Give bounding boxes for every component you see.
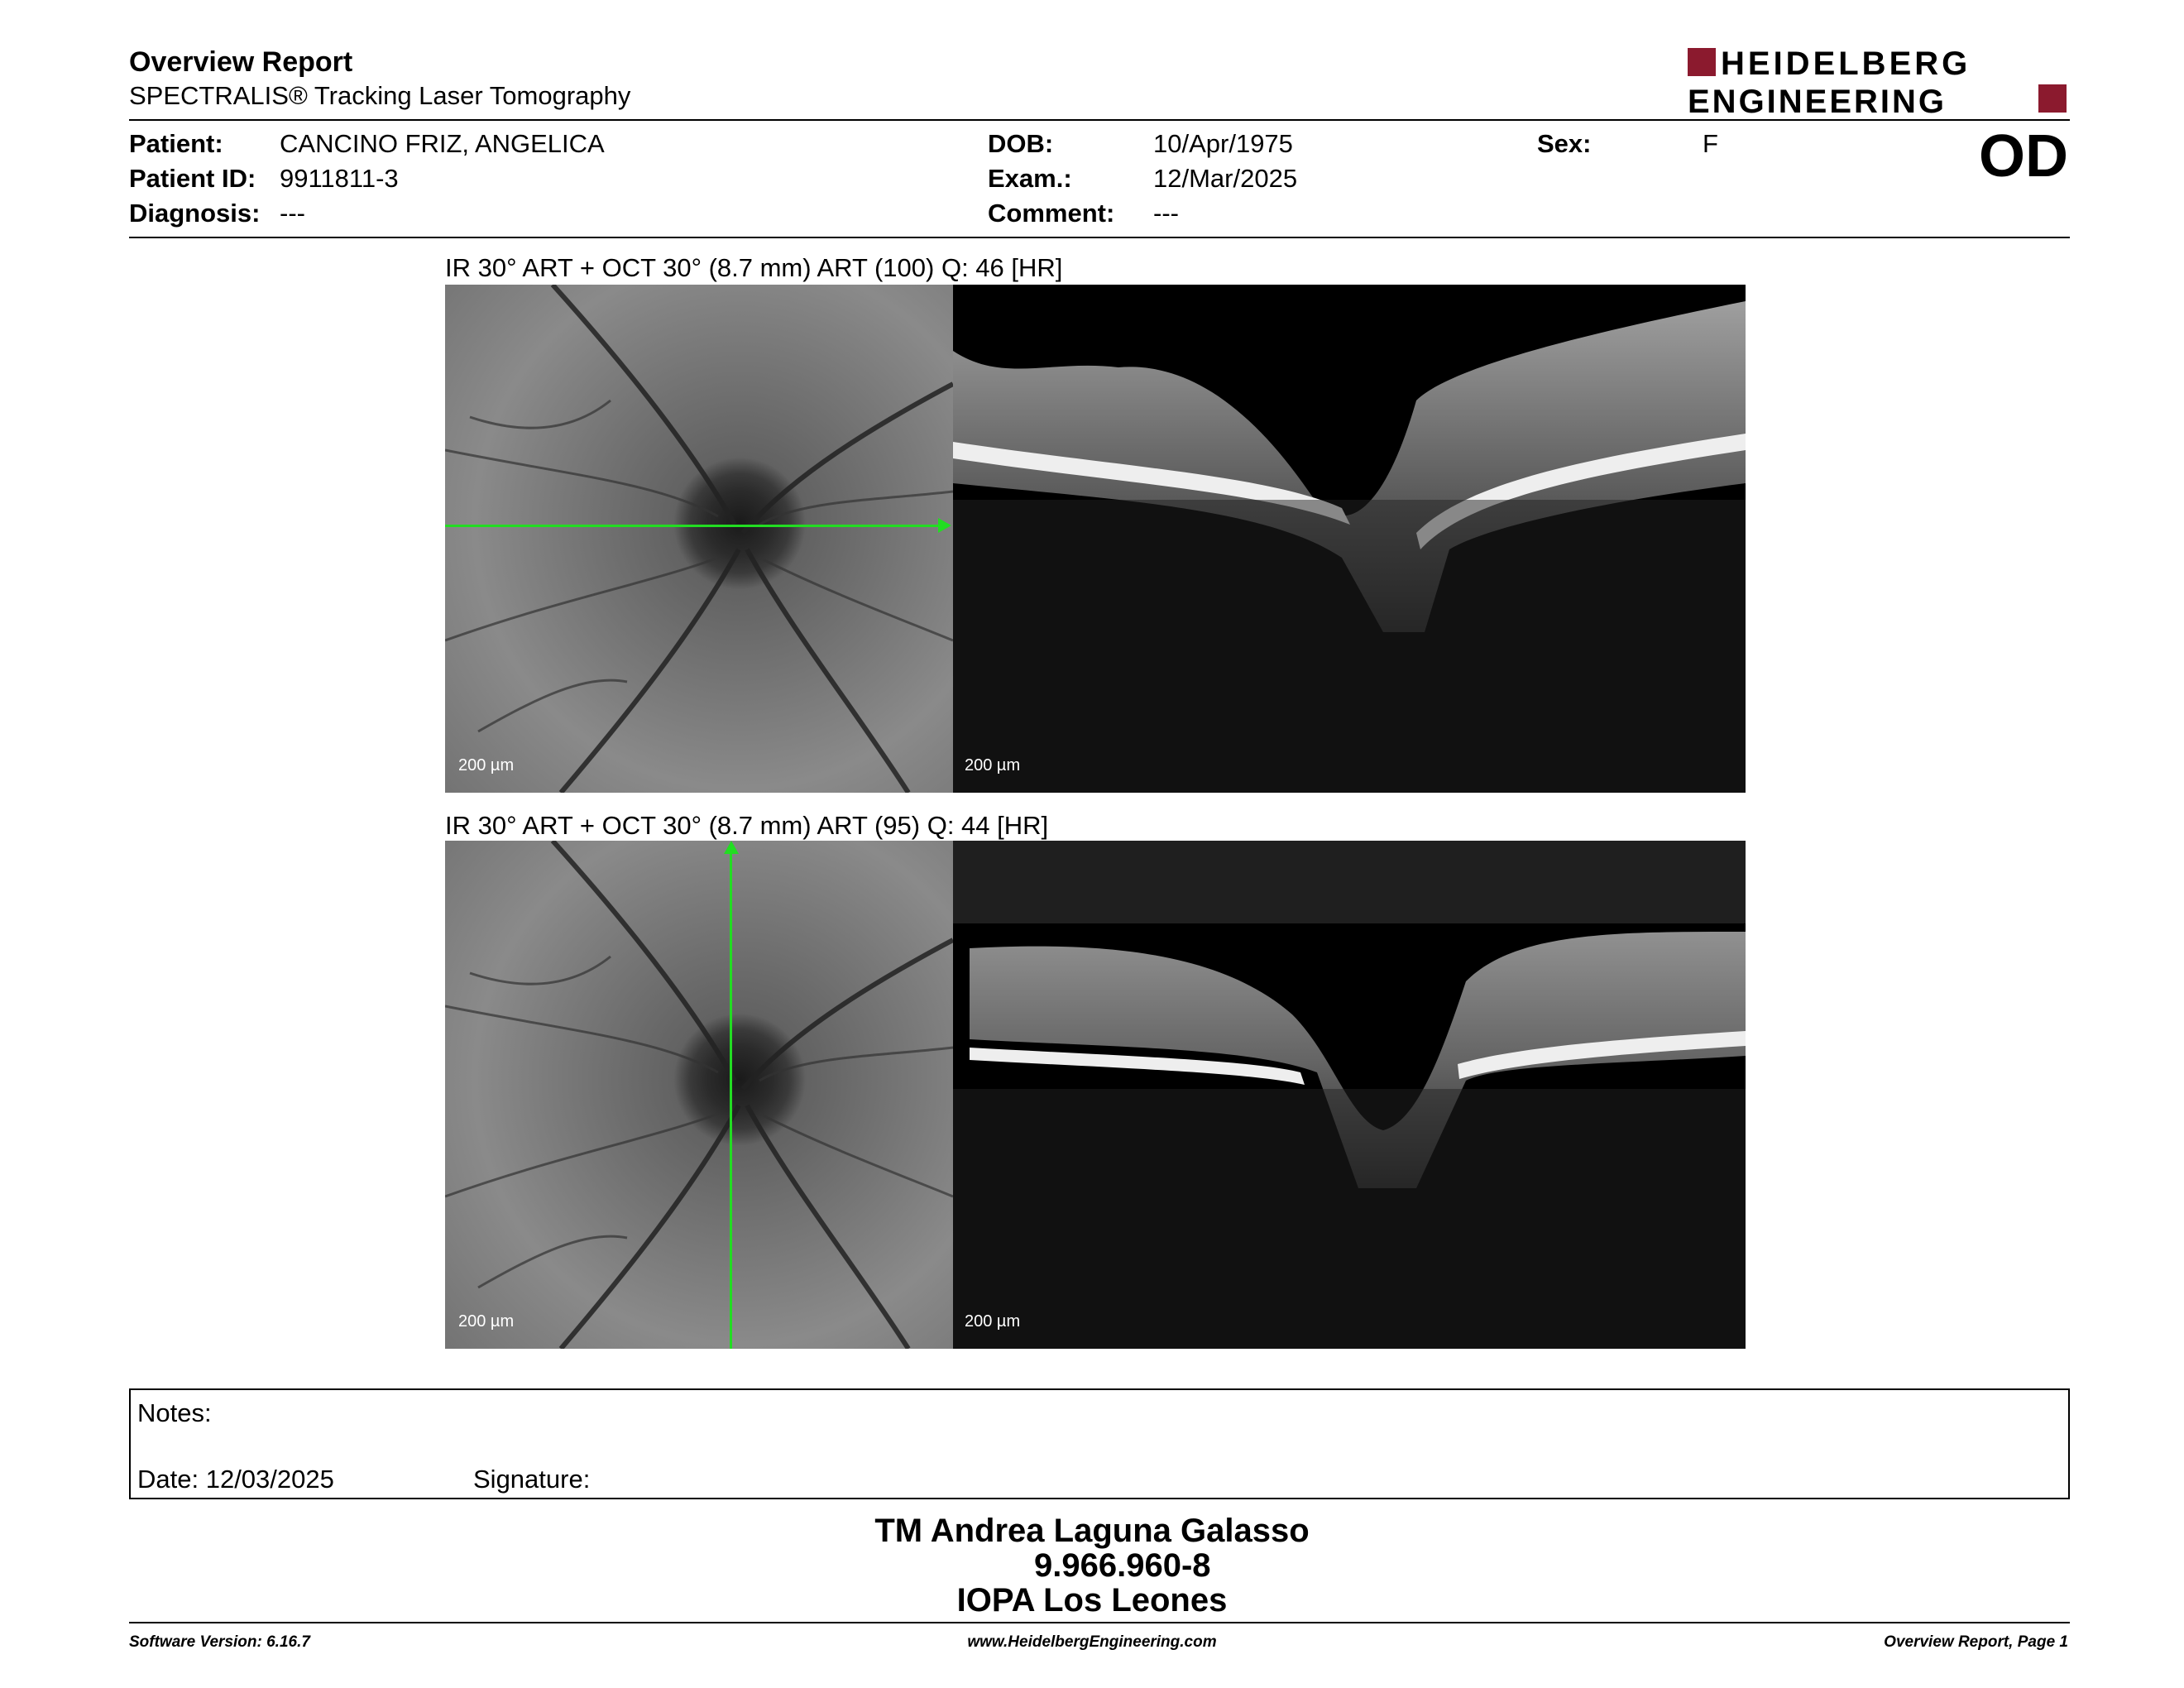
exam-value: 12/Mar/2025 [1153,164,1298,193]
comment-value: --- [1153,199,1179,228]
scan1-oct-bscan [953,285,1746,793]
patient-name: CANCINO FRIZ, ANGELICA [280,129,605,158]
patient-label: Patient: [129,129,223,158]
scan2-arrow-icon [724,841,739,854]
logo-line2: ENGINEERING [1688,84,1947,117]
notes-date: Date: 12/03/2025 [137,1465,334,1494]
notes-box [129,1388,2070,1499]
scan1-ir-scale: 200 µm [458,756,515,774]
page-number: Overview Report, Page 1 [1884,1633,2068,1651]
signature-label: Signature: [473,1465,591,1494]
dob-label: DOB: [988,129,1054,158]
diagnosis-value: --- [280,199,305,228]
scan1-retinal-vessels [445,285,953,793]
stamp-institution: IOPA Los Leones [956,1582,1228,1618]
patient-id-label: Patient ID: [129,164,256,193]
diagnosis-label: Diagnosis: [129,199,261,228]
website-link[interactable]: www.HeidelbergEngineering.com [967,1633,1217,1651]
report-subtitle: SPECTRALIS® Tracking Laser Tomography [129,81,631,110]
scan1-oct-layers [953,285,1746,793]
scan1-arrow-icon [938,518,951,533]
stamp-id: 9.966.960-8 [1034,1547,1211,1584]
notes-label: Notes: [137,1398,212,1427]
eye-indicator: OD [1979,123,2068,189]
stamp-name: TM Andrea Laguna Galasso [874,1513,1310,1549]
heidelberg-logo [1688,46,2068,117]
software-version: Software Version: 6.16.7 [129,1633,310,1651]
scan2-caption: IR 30° ART + OCT 30° (8.7 mm) ART (95) Q: 44 [HR] [445,811,1049,840]
scan1-caption: IR 30° ART + OCT 30° (8.7 mm) ART (100) Q: 46 [HR] [445,253,1063,282]
exam-label: Exam.: [988,164,1072,193]
dob-value: 10/Apr/1975 [1153,129,1293,158]
header-rule [129,119,2070,121]
scan2-ir-fundus-image [445,841,953,1349]
scan2-retinal-vessels [445,841,953,1349]
scan2-ir-scale: 200 µm [458,1312,515,1331]
scan1-ir-fundus-image [445,285,953,793]
sex-value: F [1703,129,1718,158]
scan1-oct-scale: 200 µm [965,756,1021,774]
scan2-oct-layers [953,841,1746,1349]
scan2-oct-bscan [953,841,1746,1349]
report-title: Overview Report [129,46,353,78]
footer-rule [129,1622,2070,1623]
logo-line1: HEIDELBERG [1721,46,1971,82]
comment-label: Comment: [988,199,1115,228]
info-rule [129,237,2070,238]
scan2-scan-line [730,851,732,1349]
scan1-scan-line [445,525,941,527]
patient-id: 9911811-3 [280,164,399,193]
sex-label: Sex: [1537,129,1592,158]
scan2-oct-scale: 200 µm [965,1312,1021,1331]
